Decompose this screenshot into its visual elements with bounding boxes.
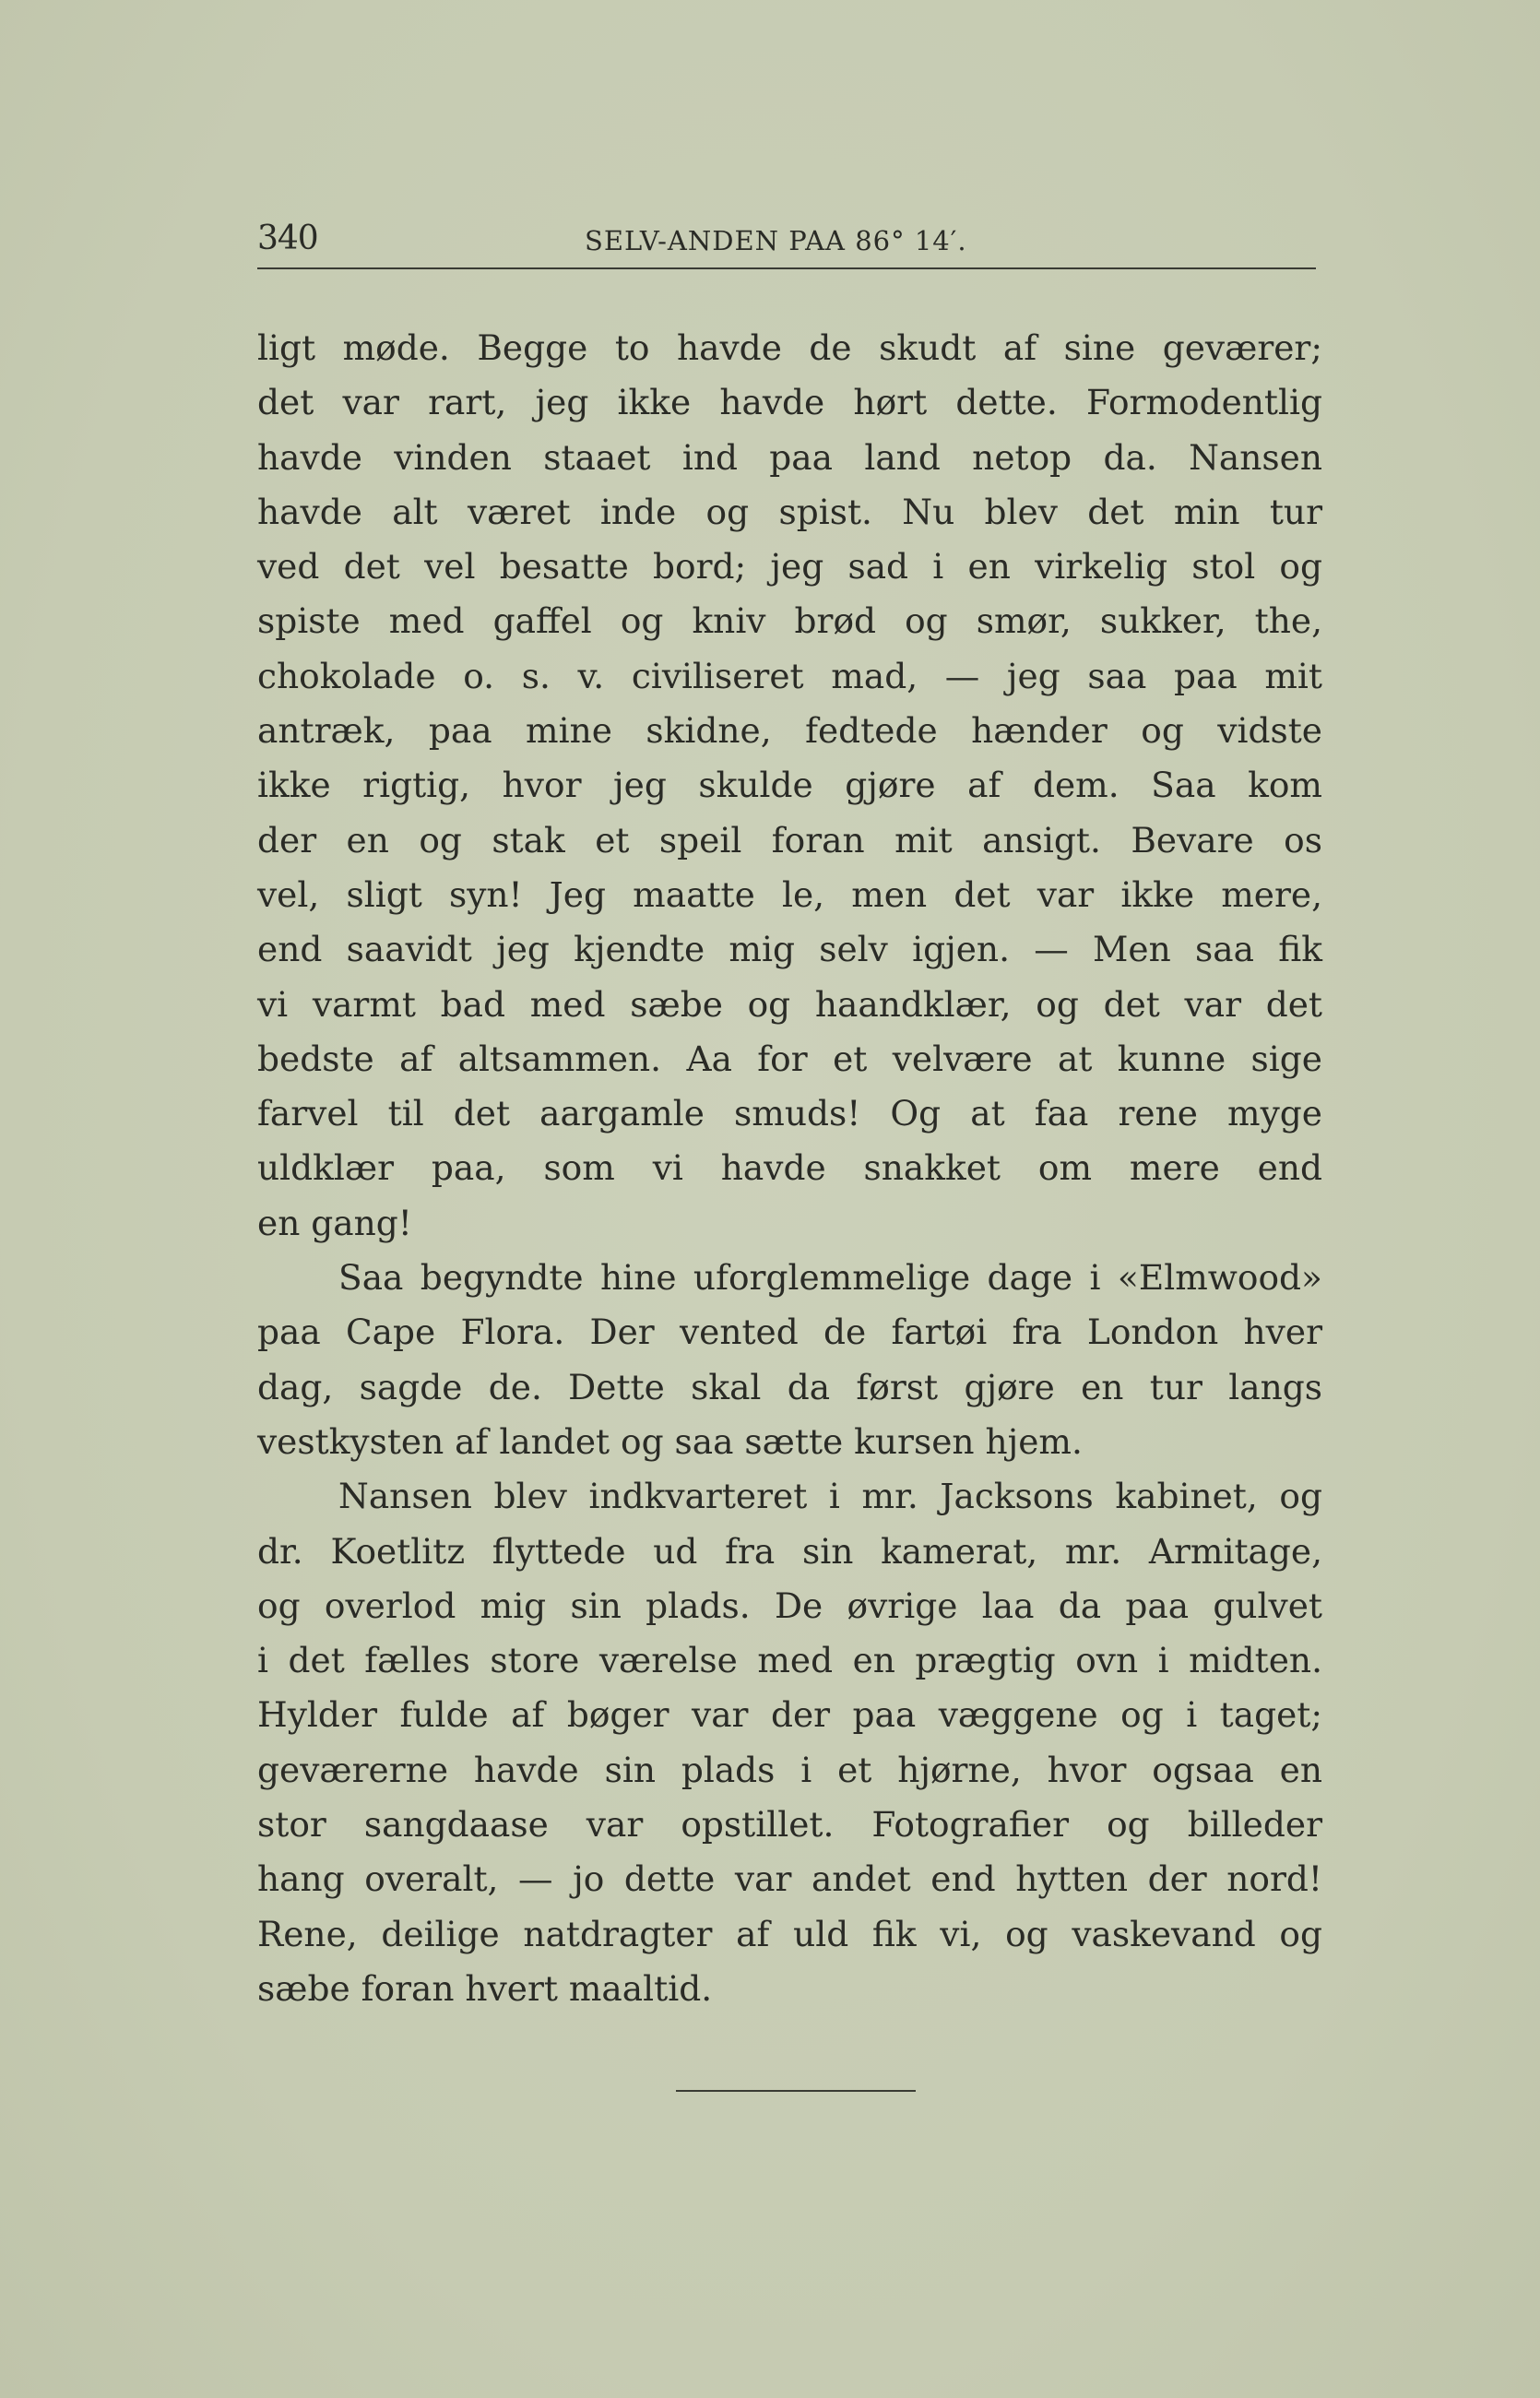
paragraph (257, 321, 1322, 1251)
text-line: vel, sligt syn! Jeg maatte le, men det var ikke mere, (257, 873, 1322, 915)
text-line: Saa begyndte hine uforglemmelige dage i «Elmwood» (338, 1257, 1322, 1299)
body-text (257, 321, 1322, 2016)
text-line: uldklær paa, som vi havde snakket om mere end (257, 1147, 1322, 1189)
text-line: stor sangdaase var opstillet. Fotografier og billeder (257, 1804, 1322, 1846)
header-rule (257, 267, 1316, 269)
text-line: bedste af altsammen. Aa for et velvære at kunne sige (257, 1038, 1322, 1079)
text-line: havde alt været inde og spist. Nu blev det min tur (257, 491, 1322, 532)
text-line: ikke rigtig, hvor jeg skulde gjøre af dem. Saa kom (257, 765, 1322, 806)
text-line: det var rart, jeg ikke havde hørt dette. Formodentlig (257, 382, 1322, 423)
text-line: chokolade o. s. v. civiliseret mad, — jeg saa paa mit (257, 655, 1322, 696)
text-line: dag, sagde de. Dette skal da først gjøre en tur langs (257, 1366, 1322, 1407)
text-line: farvel til det aargamle smuds! Og at faa rene myge (257, 1093, 1322, 1134)
text-line: dr. Koetlitz flyttede ud fra sin kamerat, mr. Armitage, (257, 1530, 1322, 1572)
page-header (257, 212, 1316, 267)
text-line: ved det vel besatte bord; jeg sad i en virkelig stol og (257, 546, 1322, 588)
text-line: vi varmt bad med sæbe og haandklær, og det var det (257, 983, 1322, 1025)
text-line: antræk, paa mine skidne, fedtede hænder og vidste (257, 710, 1322, 752)
text-line: og overlod mig sin plads. De øvrige laa da paa gulvet (257, 1585, 1322, 1626)
text-line: geværerne havde sin plads i et hjørne, hvor ogsaa en (257, 1749, 1322, 1790)
text-line: havde vinden staaet ind paa land netop da. Nansen (257, 436, 1322, 478)
text-line: en gang! (257, 1202, 412, 1243)
text-line: end saavidt jeg kjendte mig selv igjen. — Men saa fik (257, 929, 1322, 970)
paragraph (257, 1469, 1322, 2016)
text-line: hang overalt, — jo dette var andet end hytten der nord! (257, 1858, 1322, 1900)
paragraph (257, 1251, 1322, 1469)
text-line: Nansen blev indkvarteret i mr. Jacksons kabinet, og (338, 1476, 1322, 1517)
end-rule (676, 2090, 916, 2092)
text-line: Hylder fulde af bøger var der paa væggene og i taget; (257, 1694, 1322, 1736)
text-line: spiste med gaffel og kniv brød og smør, sukker, the, (257, 600, 1322, 642)
text-line: vestkysten af landet og saa sætte kursen hjem. (257, 1420, 1083, 1462)
text-line: sæbe foran hvert maaltid. (257, 1967, 713, 2009)
page-number: 340 (257, 220, 318, 257)
text-line: ligt møde. Begge to havde de skudt af sine geværer; (257, 327, 1322, 368)
text-line: i det fælles store værelse med en prægtig ovn i midten. (257, 1640, 1322, 1681)
text-line: der en og stak et speil foran mit ansigt. Bevare os (257, 819, 1322, 861)
text-line: Rene, deilige natdragter af uld fik vi, og vaskevand og (257, 1913, 1322, 1954)
running-head: SELV-ANDEN PAA 86° 14′. (585, 225, 967, 256)
text-line: paa Cape Flora. Der vented de fartøi fra London hver (257, 1312, 1322, 1353)
